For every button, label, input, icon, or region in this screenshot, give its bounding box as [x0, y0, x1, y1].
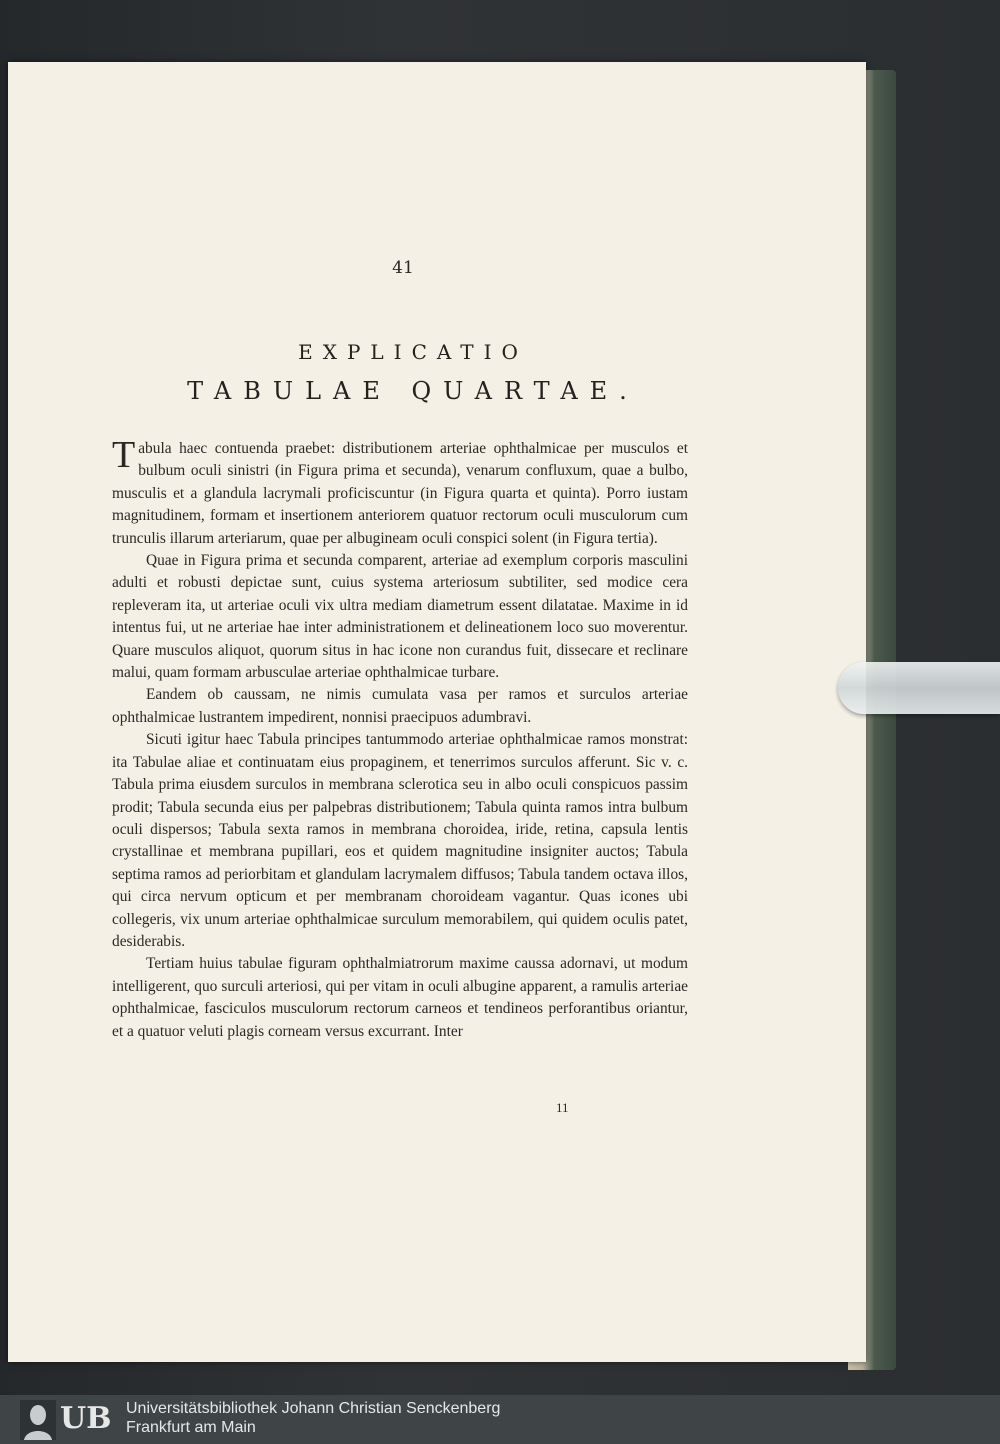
paragraph-5: Tertiam huius tabulae figuram ophthalmiatrorum maxime caussa adornavi, ut modum intelligerent, quo surculi arteriosi, qui per vitam in oculi albugine apparent, a ramulis arteriae ophthalmicae, fasciculos musculorum rectorum carneos et tendineos perforantibus oriantur, et a quatuor veluti plagis corneam versus excurrant. Inter	[112, 955, 688, 1040]
footer-city: Frankfurt am Main	[126, 1419, 256, 1436]
page-number: 41	[392, 258, 414, 278]
body-text	[112, 434, 688, 1043]
footer-institution: Universitätsbibliothek Johann Christian Senckenberg	[126, 1400, 501, 1417]
paragraph-4: Sicuti igitur haec Tabula principes tantummodo arteriae ophthalmicae ramos monstrat: ita Tabulae aliae et continuatam eius propaginem, et tenerrimos surculos afferunt. Sic v. c. Tabula prima eiusdem surculos in membrana sclerotica seu in albo oculi conspicuos passim prodit; Tabula secunda eius per palpebras distributionem; Tabula quinta ramos intra bulbum oculi dispersos; Tabula sexta ramos in membrana choroidea, iride, retina, capsula lentis crystallinae et membrana pupillari, eos et quidem magnitudine insigniter auctos; Tabula septima ramos ad periorbitam et glandulam lacrymalem diffusos; Tabula tandem octava illos, qui circa nervum opticum et per membranam choroideam vagantur. Quas icones ubi collegeris, vix unum arteriae ophthalmicae surculum memorabilem, qui quidem oculis patet, desiderabis.	[112, 731, 688, 950]
drop-cap: T	[112, 434, 136, 476]
signature-mark: 11	[556, 1100, 569, 1115]
ub-logo: UB	[60, 1401, 112, 1436]
title-line-1: EXPLICATIO	[298, 340, 528, 364]
book-page	[8, 62, 866, 1362]
portrait-logo-icon	[20, 1400, 56, 1440]
title-line-2: TABULAE QUARTAE.	[187, 377, 639, 405]
paragraph-1: Tabula haec contuenda praebet: distributionem arteriae ophthalmicae per musculos et bulbum oculi sinistri (in Figura prima et secunda), venarum confluxum, quae a bulbo, musculis et a glandula lacrymali proficiscuntur (in Figura quarta et quinta). Porro iustam magnitudinem, formam et insertionem anteriorem quatuor rectorum oculi musculorum cum trunculis illarum arteriarum, quae per albugineam oculi conspici solent (in Figura tertia).	[112, 434, 688, 547]
library-footer	[0, 1395, 1000, 1444]
paragraph-2: Quae in Figura prima et secunda comparent, arteriae ad exemplum corporis masculini adulti et robusti depictae sunt, cuius systema arteriosum subtiliter, sed modice cera repleveram ita, ut arteriae oculi vix ultra mediam diametrum essent dilatatae. Maxime in id intentus fui, ut ne arteriae hae inter administrationem et delineationem loco suo moverentur. Quare musculos aliquot, quorum situs in hac icone non curandus fuit, dissecare et reclinare malui, quam formam arbusculae arteriae ophthalmicae turbare.	[112, 552, 688, 682]
page-clip	[838, 662, 1000, 714]
paragraph-3: Eandem ob caussam, ne nimis cumulata vasa per ramos et surculos arteriae ophthalmicae lustrantem impedirent, nonnisi praecipuos adumbravi.	[112, 686, 688, 726]
